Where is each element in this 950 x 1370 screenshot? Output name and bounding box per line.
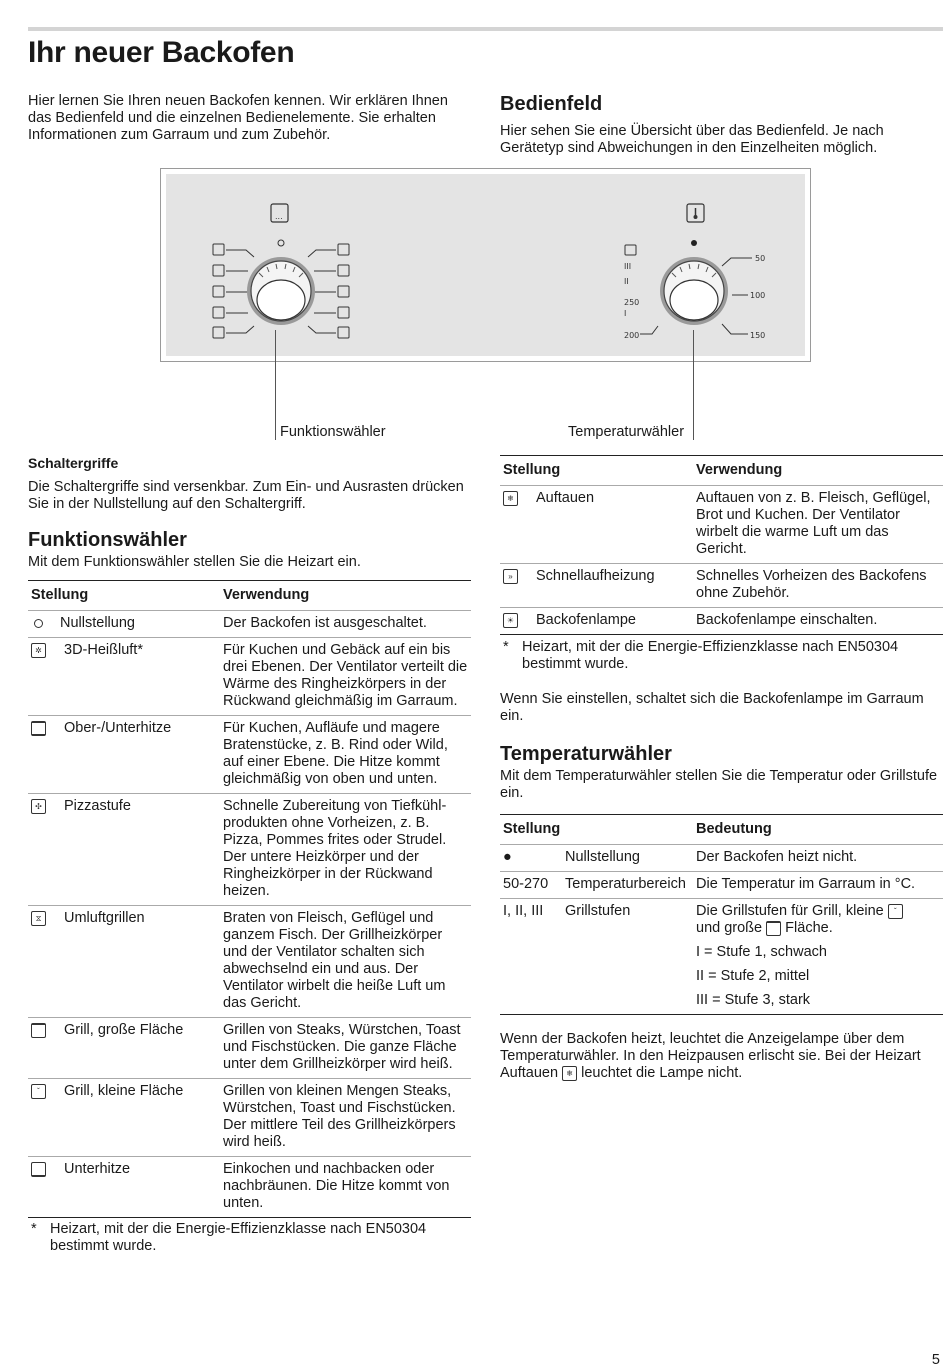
svg-text:...: ... xyxy=(275,212,283,221)
zero-marker-icon xyxy=(278,240,284,246)
col-stellung: Stellung xyxy=(500,815,693,845)
temp-mark-250: 250 xyxy=(624,298,640,307)
left-column xyxy=(28,455,471,1255)
zero-position-icon xyxy=(34,619,43,628)
temperaturwaehler-heading: Temperaturwähler xyxy=(500,743,672,765)
control-panel-illustration xyxy=(160,168,811,362)
row-pos: ● xyxy=(500,845,562,872)
row-name: Temperaturbereich xyxy=(562,872,693,899)
footnote-right xyxy=(500,639,943,673)
row-use: Der Backofen ist ausgeschaltet. xyxy=(220,611,471,638)
meaning-part-a: Die Grillstufen für Grill, kleine xyxy=(696,903,884,919)
table-row xyxy=(28,716,471,794)
row-name: Umluftgrillen xyxy=(64,910,145,926)
table-row xyxy=(500,899,943,1015)
table-row xyxy=(500,872,943,899)
row-use: Schnelle Zubereitung von Tiefkühlprodukten ohne Vorheizen, z. B. Pizza, Pommes frites oder Strudel. Der untere Heizkörper und der Ringheizkörper in der Rückwand heizen. xyxy=(220,794,471,906)
grill-small-icon: ˇ xyxy=(31,1084,46,1099)
footnote-text: Heizart, mit der die Energie-Effizienzklasse nach EN50304 bestimmt wurde. xyxy=(522,639,899,672)
footnote-left xyxy=(28,1221,471,1255)
rapid-heat-icon-dial xyxy=(213,265,224,276)
pizza-setting-icon-dial xyxy=(338,286,349,297)
row-name: Ober-/Unterhitze xyxy=(64,720,172,736)
row-pos: I, II, III xyxy=(500,899,562,1015)
table-row xyxy=(500,564,943,608)
note-part-b: leuchtet die Lampe nicht. xyxy=(581,1065,743,1081)
row-name: Backofenlampe xyxy=(536,612,636,628)
page-title: Ihr neuer Backofen xyxy=(28,36,295,69)
row-name: Grill, kleine Fläche xyxy=(64,1083,184,1099)
temp-mark-150: 150 xyxy=(750,331,766,340)
table-row xyxy=(500,486,943,564)
temperature-note xyxy=(500,1031,943,1082)
rapid-heat-icon: » xyxy=(503,569,518,584)
row-meaning: Die Temperatur im Garraum in °C. xyxy=(693,872,943,899)
table-row xyxy=(28,1157,471,1218)
fan-3d-icon: ✲ xyxy=(31,643,46,658)
row-use: Schnelles Vorheizen des Backofens ohne Zubehör. xyxy=(693,564,943,608)
row-name: Nullstellung xyxy=(60,615,135,631)
schaltergriffe-text: Die Schaltergriffe sind versenkbar. Zum Ein- und Ausrasten drücken Sie in der Nullstellung auf den Schaltergriff. xyxy=(28,479,464,512)
callout-line-temperature xyxy=(693,330,694,440)
defrost-icon: ❄ xyxy=(562,1066,577,1081)
temp-mark-100: 100 xyxy=(750,291,766,300)
row-use: Auftauen von z. B. Fleisch, Geflügel, Brot und Kuchen. Der Ventilator wirbelt die warme Luft um das Gericht. xyxy=(693,486,943,564)
grill-large-icon xyxy=(31,1023,46,1038)
intro-text: Hier lernen Sie Ihren neuen Backofen kennen. Wir erklären Ihnen das Bedienfeld und die einzelnen Bedienelemente. Sie erhalten Informationen zum Garraum und zum Zubehör. xyxy=(28,93,448,143)
row-name: Grill, große Fläche xyxy=(64,1022,184,1038)
fan-3d-icon-dial xyxy=(338,244,349,255)
callout-temperature-label: Temperaturwähler xyxy=(568,424,685,440)
temp-mark-i: I xyxy=(624,309,627,318)
bottom-heat-icon xyxy=(31,1162,46,1177)
table-row xyxy=(500,608,943,635)
defrost-icon: ❄ xyxy=(503,491,518,506)
funktionswaehler-heading: Funktionswähler xyxy=(28,529,187,551)
row-name: Schnellaufheizung xyxy=(536,568,655,584)
col-stellung: Stellung xyxy=(28,581,220,611)
table-row xyxy=(28,906,471,1018)
note-part-a: Wenn der Backofen heizt, leuchtet die Anzeigelampe über dem Temperaturwähler. In den Heizpausen erlischt sie. Bei der Heizart Auftauen xyxy=(500,1031,921,1081)
row-meaning xyxy=(693,899,943,1015)
temperature-table xyxy=(500,814,943,1015)
footnote-mark: * xyxy=(503,639,509,655)
row-name: Unterhitze xyxy=(64,1161,131,1177)
grill-small-icon: ˇ xyxy=(888,904,903,919)
funktionswaehler-text: Mit dem Funktionswähler stellen Sie die Heizart ein. xyxy=(28,554,361,570)
bedienfeld-heading: Bedienfeld xyxy=(500,93,603,115)
grill-level-1: I = Stufe 1, schwach xyxy=(696,944,827,960)
grill-level-2: II = Stufe 2, mittel xyxy=(696,968,810,984)
function-table-continued xyxy=(500,455,943,635)
row-use: Für Kuchen und Gebäck auf ein bis drei Ebenen. Der Ventilator verteilt die Wärme des Ringheizkörpers in der Rückwand gleichmäßig im Garraum. xyxy=(220,638,471,716)
grill-level-icon-dial xyxy=(625,245,636,255)
row-name: Pizzastufe xyxy=(64,798,131,814)
table-row xyxy=(28,1079,471,1157)
table-row xyxy=(28,1018,471,1079)
temp-mark-200: 200 xyxy=(624,331,640,340)
row-use: Für Kuchen, Aufläufe und magere Bratenstücke, z. B. Rind oder Wild, auf einer Ebene. Die Hitze kommt gleichmäßig von oben und unten. xyxy=(220,716,471,794)
right-column xyxy=(500,455,943,1082)
callout-line-function xyxy=(275,330,276,440)
function-table xyxy=(28,580,471,1218)
row-name: Nullstellung xyxy=(562,845,693,872)
defrost-icon-dial xyxy=(213,286,224,297)
row-name: Auftauen xyxy=(536,490,595,506)
top-bottom-heat-icon xyxy=(31,721,46,736)
meaning-part-b: und große xyxy=(696,920,763,936)
temp-zero-marker-icon xyxy=(691,240,697,246)
row-use: Braten von Fleisch, Geflügel und ganzem Fisch. Der Grillheizkörper und der Ventilator schalten sich abwechselnd ein und aus. Der Ventilator wirbelt die heiße Luft um das Gericht. xyxy=(220,906,471,1018)
top-bottom-heat-icon-dial xyxy=(338,265,349,276)
temp-mark-ii: II xyxy=(624,277,629,286)
col-verwendung: Verwendung xyxy=(220,581,471,611)
col-bedeutung: Bedeutung xyxy=(693,815,943,845)
footnote-text: Heizart, mit der die Energie-Effizienzklasse nach EN50304 bestimmt wurde. xyxy=(50,1221,427,1254)
control-panel-drawing xyxy=(166,174,805,356)
top-rule xyxy=(28,27,943,31)
row-use: Grillen von kleinen Mengen Steaks, Würstchen, Toast und Fischstücken. Der mittlere Teil des Grillheizkörpers wird heiß. xyxy=(220,1079,471,1157)
row-name: Grillstufen xyxy=(562,899,693,1015)
temperaturwaehler-text: Mit dem Temperaturwähler stellen Sie die Temperatur oder Grillstufe ein. xyxy=(500,768,938,801)
grill-level-3: III = Stufe 3, stark xyxy=(696,992,811,1008)
grill-small-icon-dial xyxy=(213,327,224,338)
pizza-setting-icon: ✣ xyxy=(31,799,46,814)
meaning-part-c: Fläche. xyxy=(785,920,833,936)
fan-grill-icon-dial xyxy=(338,307,349,318)
table-row xyxy=(28,611,471,638)
bottom-heat-icon-dial xyxy=(213,307,224,318)
fan-grill-icon: ⧖ xyxy=(31,911,46,926)
row-use: Grillen von Steaks, Würstchen, Toast und Fischstücken. Die ganze Fläche unter dem Grillheizkörper wird heiß. xyxy=(220,1018,471,1079)
row-name: 3D-Heißluft* xyxy=(64,642,143,658)
row-use: Backofenlampe einschalten. xyxy=(693,608,943,635)
table-row xyxy=(28,794,471,906)
grill-large-icon-dial xyxy=(338,327,349,338)
row-pos: 50-270 xyxy=(500,872,562,899)
col-verwendung: Verwendung xyxy=(693,456,943,486)
callout-function-label: Funktionswähler xyxy=(280,424,386,440)
table-row xyxy=(28,638,471,716)
col-stellung: Stellung xyxy=(500,456,693,486)
table-row xyxy=(500,845,943,872)
schaltergriffe-heading: Schaltergriffe xyxy=(28,455,119,471)
row-use: Einkochen und nachbacken oder nachbräunen. Die Hitze kommt von unten. xyxy=(220,1157,471,1218)
footnote-mark: * xyxy=(31,1221,37,1237)
page-number: 5 xyxy=(931,1352,940,1368)
row-meaning: Der Backofen heizt nicht. xyxy=(693,845,943,872)
lamp-icon-dial xyxy=(213,244,224,255)
grill-large-icon xyxy=(766,921,781,936)
oven-lamp-icon: ☀ xyxy=(503,613,518,628)
temp-mark-50: 50 xyxy=(755,254,766,263)
lamp-note: Wenn Sie einstellen, schaltet sich die Backofenlampe im Garraum ein. xyxy=(500,691,924,724)
bedienfeld-text: Hier sehen Sie eine Übersicht über das Bedienfeld. Je nach Gerätetyp sind Abweichungen in den Einzelheiten möglich. xyxy=(500,123,884,156)
temp-mark-iii: III xyxy=(624,262,632,271)
